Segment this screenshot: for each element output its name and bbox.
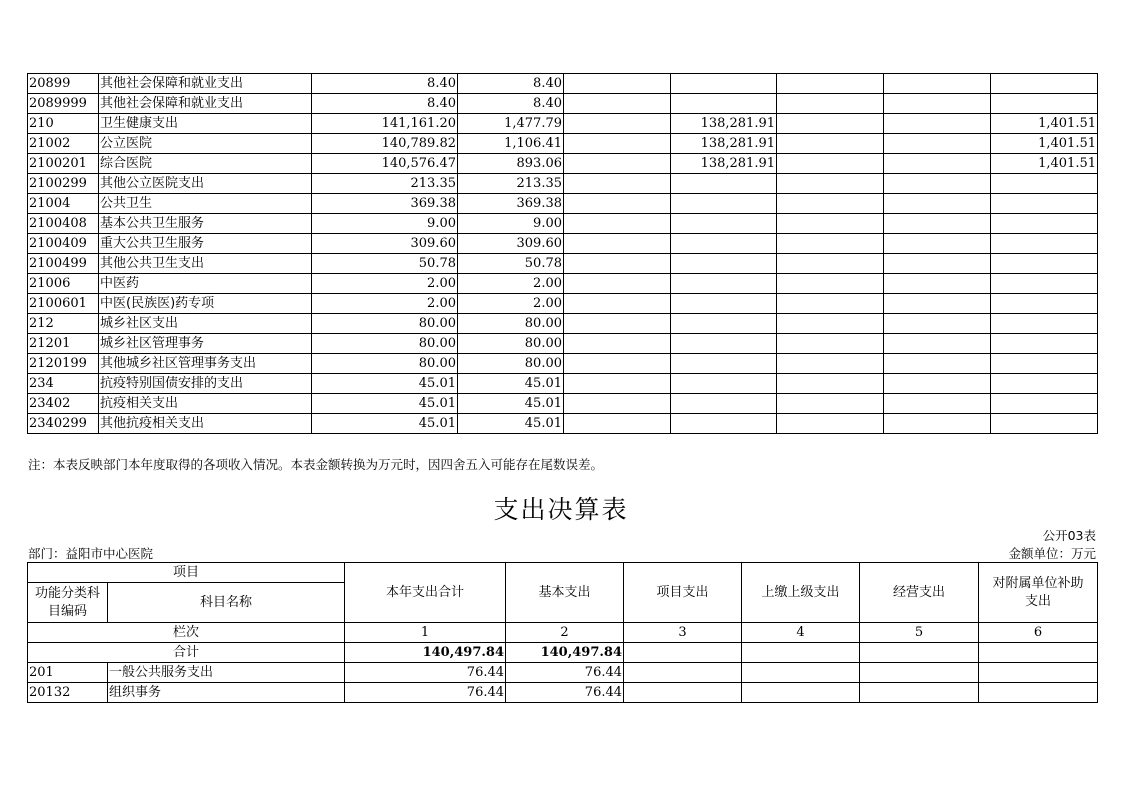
- amount-col-3: [564, 314, 671, 334]
- subject-name: 城乡社区管理事务: [99, 334, 312, 354]
- amount-col-3: [564, 214, 671, 234]
- subject-code: 234: [28, 374, 99, 394]
- table-row: [28, 354, 1098, 374]
- amount-col-3: [564, 134, 671, 154]
- subject-name: 重大公共卫生服务: [99, 234, 312, 254]
- amount-col-2: 2.00: [458, 274, 564, 294]
- table-row: [28, 254, 1098, 274]
- amount-col-6: [884, 234, 991, 254]
- amount-col-6: [884, 374, 991, 394]
- column-index-label: 栏次: [28, 623, 345, 643]
- subject-name: 综合医院: [99, 154, 312, 174]
- total-amount: 76.44: [345, 663, 506, 683]
- header-project: 项目支出: [624, 563, 742, 623]
- subject-name: 中医药: [99, 274, 312, 294]
- amount-col-3: [564, 154, 671, 174]
- amount-col-6: [884, 154, 991, 174]
- amount-col-1: 309.60: [312, 234, 458, 254]
- header-subject-name: 科目名称: [108, 583, 345, 623]
- amount-col-5: [777, 134, 884, 154]
- amount-col-4: [671, 354, 777, 374]
- amount-col-5: [777, 394, 884, 414]
- basic-amount: 76.44: [506, 683, 624, 703]
- table-row: [28, 414, 1098, 434]
- subject-code: 2100299: [28, 174, 99, 194]
- amount-col-6: [884, 314, 991, 334]
- amount-col-3: [564, 394, 671, 414]
- amount-col-5: [777, 214, 884, 234]
- subject-code: 2100408: [28, 214, 99, 234]
- amount-col-1: 213.35: [312, 174, 458, 194]
- total-row: [28, 643, 1098, 663]
- table-row: [28, 374, 1098, 394]
- amount-col-1: 80.00: [312, 314, 458, 334]
- amount-col-7: 1,401.51: [991, 154, 1098, 174]
- amount-col-3: [564, 254, 671, 274]
- subject-code: 201: [28, 663, 108, 683]
- amount-col-2: 45.01: [458, 414, 564, 434]
- amount-col-6: [884, 334, 991, 354]
- amount-col-5: [777, 354, 884, 374]
- amount-col-7: 1,401.51: [991, 134, 1098, 154]
- table-row: [28, 154, 1098, 174]
- amount-col-3: [564, 334, 671, 354]
- amount-col-5: [777, 194, 884, 214]
- subject-code: 2100409: [28, 234, 99, 254]
- amount-col-1: 9.00: [312, 214, 458, 234]
- amount-col-2: 213.35: [458, 174, 564, 194]
- amount-col-7: [991, 194, 1098, 214]
- header-upper: 上缴上级支出: [742, 563, 860, 623]
- table-row: [28, 214, 1098, 234]
- amount-col-6: [884, 294, 991, 314]
- subject-name: 其他城乡社区管理事务支出: [99, 354, 312, 374]
- table-row: [28, 134, 1098, 154]
- amount-col-2: 50.78: [458, 254, 564, 274]
- amount-col-7: [991, 294, 1098, 314]
- column-index: 6: [979, 623, 1098, 643]
- subject-name: 基本公共卫生服务: [99, 214, 312, 234]
- subject-name: 公立医院: [99, 134, 312, 154]
- subject-name: 城乡社区支出: [99, 314, 312, 334]
- amount-col-1: 8.40: [312, 94, 458, 114]
- amount-col-3: [564, 354, 671, 374]
- amount-col-3: [564, 94, 671, 114]
- amount-col-5: [777, 254, 884, 274]
- amount-col-1: 45.01: [312, 394, 458, 414]
- header-subsidiary: 对附属单位补助支出: [979, 563, 1098, 623]
- subject-name: 卫生健康支出: [99, 114, 312, 134]
- subject-name: 抗疫特别国债安排的支出: [99, 374, 312, 394]
- subject-code: 20899: [28, 74, 99, 94]
- header-total: 本年支出合计: [345, 563, 506, 623]
- amount-col-5: [777, 414, 884, 434]
- amount-col-2: 45.01: [458, 394, 564, 414]
- subject-name: 组织事务: [108, 683, 345, 703]
- amount-col-6: [884, 414, 991, 434]
- subject-code: 2100201: [28, 154, 99, 174]
- amount-col-1: 45.01: [312, 374, 458, 394]
- amount-col-1: 8.40: [312, 74, 458, 94]
- amount-col-7: [991, 94, 1098, 114]
- form-code: 公开03表: [1042, 528, 1096, 543]
- amount-col-3: [564, 74, 671, 94]
- subject-code: 2120199: [28, 354, 99, 374]
- amount-col-3: [564, 194, 671, 214]
- amount-col-2: 80.00: [458, 314, 564, 334]
- amount-col-5: [777, 94, 884, 114]
- amount-col-2: 1,477.79: [458, 114, 564, 134]
- table-row: [28, 274, 1098, 294]
- expense-table: [27, 562, 1098, 703]
- amount-col-7: [991, 174, 1098, 194]
- amount-col-1: 140,789.82: [312, 134, 458, 154]
- amount-col-4: [671, 214, 777, 234]
- amount-col-6: [884, 394, 991, 414]
- column-index: 3: [624, 623, 742, 643]
- amount-col-2: 309.60: [458, 234, 564, 254]
- amount-col-6: [884, 114, 991, 134]
- amount-col-5: [777, 314, 884, 334]
- column-index: 2: [506, 623, 624, 643]
- basic-amount: 140,497.84: [506, 643, 624, 663]
- amount-col-1: 80.00: [312, 334, 458, 354]
- income-detail-body: [28, 74, 1098, 434]
- amount-col-3: [564, 414, 671, 434]
- amount-col-2: 2.00: [458, 294, 564, 314]
- amount-col-2: 893.06: [458, 154, 564, 174]
- total-amount: 140,497.84: [345, 643, 506, 663]
- subject-name: 其他公立医院支出: [99, 174, 312, 194]
- amount-col-4: [671, 334, 777, 354]
- amount-col-5: [777, 294, 884, 314]
- amount-col-4: [671, 294, 777, 314]
- column-index-row: [28, 623, 1098, 643]
- amount-col-1: 45.01: [312, 414, 458, 434]
- subject-name: 抗疫相关支出: [99, 394, 312, 414]
- column-index: 1: [345, 623, 506, 643]
- amount-col-2: 8.40: [458, 94, 564, 114]
- amount-col-4: [671, 274, 777, 294]
- subject-code: 21004: [28, 194, 99, 214]
- amount-col-4: [671, 94, 777, 114]
- amount-col-2: 80.00: [458, 334, 564, 354]
- amount-col-1: 369.38: [312, 194, 458, 214]
- amount-col-5: [777, 234, 884, 254]
- amount-col-4: 138,281.91: [671, 114, 777, 134]
- amount-col-3: [564, 294, 671, 314]
- amount-col-6: [884, 274, 991, 294]
- table-row: [28, 334, 1098, 354]
- amount-col-6: [884, 134, 991, 154]
- amount-col-3: [564, 374, 671, 394]
- table-row: [28, 74, 1098, 94]
- amount-col-1: 80.00: [312, 354, 458, 374]
- amount-col-4: [671, 234, 777, 254]
- amount-col-4: [671, 254, 777, 274]
- amount-col-6: [884, 194, 991, 214]
- amount-col-5: [777, 114, 884, 134]
- amount-col-4: [671, 414, 777, 434]
- amount-col-2: 45.01: [458, 374, 564, 394]
- table-row: [28, 114, 1098, 134]
- subject-code: 21201: [28, 334, 99, 354]
- amount-col-7: [991, 314, 1098, 334]
- amount-col-6: [884, 94, 991, 114]
- amount-col-1: 50.78: [312, 254, 458, 274]
- header-item: 项目: [28, 563, 345, 583]
- amount-col-5: [777, 374, 884, 394]
- table-row: [28, 174, 1098, 194]
- amount-col-5: [777, 274, 884, 294]
- amount-col-4: 138,281.91: [671, 154, 777, 174]
- amount-col-4: [671, 314, 777, 334]
- amount-col-5: [777, 334, 884, 354]
- amount-col-3: [564, 274, 671, 294]
- amount-col-3: [564, 114, 671, 134]
- amount-col-7: [991, 354, 1098, 374]
- table-row: [28, 314, 1098, 334]
- amount-col-1: 140,576.47: [312, 154, 458, 174]
- subject-code: 2100601: [28, 294, 99, 314]
- subject-code: 21002: [28, 134, 99, 154]
- subject-code: 2089999: [28, 94, 99, 114]
- header-business: 经营支出: [860, 563, 979, 623]
- table-note: 注：本表反映部门本年度取得的各项收入情况。本表金额转换为万元时，因四舍五入可能存在尾数误差。: [28, 457, 604, 472]
- amount-col-2: 80.00: [458, 354, 564, 374]
- amount-col-2: 1,106.41: [458, 134, 564, 154]
- amount-col-2: 369.38: [458, 194, 564, 214]
- header-basic: 基本支出: [506, 563, 624, 623]
- amount-col-7: [991, 214, 1098, 234]
- amount-col-4: 138,281.91: [671, 134, 777, 154]
- amount-col-6: [884, 74, 991, 94]
- table-row: [28, 234, 1098, 254]
- subject-code: 2100499: [28, 254, 99, 274]
- subject-name: 其他公共卫生支出: [99, 254, 312, 274]
- table-row: [28, 294, 1098, 314]
- amount-col-7: [991, 374, 1098, 394]
- amount-col-6: [884, 214, 991, 234]
- amount-col-7: [991, 254, 1098, 274]
- amount-col-7: [991, 414, 1098, 434]
- amount-col-4: [671, 374, 777, 394]
- table-row: [28, 194, 1098, 214]
- unit-label: 金额单位：万元: [1008, 546, 1096, 561]
- amount-col-5: [777, 154, 884, 174]
- subject-code: 212: [28, 314, 99, 334]
- table-row: [28, 394, 1098, 414]
- amount-col-4: [671, 174, 777, 194]
- amount-col-7: [991, 274, 1098, 294]
- amount-col-1: 2.00: [312, 274, 458, 294]
- subject-code: 23402: [28, 394, 99, 414]
- subject-name: 其他抗疫相关支出: [99, 414, 312, 434]
- amount-col-5: [777, 174, 884, 194]
- subject-name: 一般公共服务支出: [108, 663, 345, 683]
- table-row: [28, 663, 1098, 683]
- total-label: 合计: [28, 643, 345, 663]
- amount-col-3: [564, 234, 671, 254]
- column-index: 5: [860, 623, 979, 643]
- department-label: 部门：益阳市中心医院: [28, 546, 154, 561]
- page-title: 支出决算表: [493, 495, 629, 524]
- amount-col-7: [991, 74, 1098, 94]
- amount-col-7: 1,401.51: [991, 114, 1098, 134]
- amount-col-7: [991, 234, 1098, 254]
- amount-col-4: [671, 194, 777, 214]
- amount-col-4: [671, 74, 777, 94]
- table-row: [28, 94, 1098, 114]
- subject-name: 公共卫生: [99, 194, 312, 214]
- subject-code: 21006: [28, 274, 99, 294]
- amount-col-7: [991, 334, 1098, 354]
- amount-col-6: [884, 254, 991, 274]
- basic-amount: 76.44: [506, 663, 624, 683]
- amount-col-1: 2.00: [312, 294, 458, 314]
- amount-col-4: [671, 394, 777, 414]
- amount-col-3: [564, 174, 671, 194]
- table-row: [28, 683, 1098, 703]
- subject-name: 中医(民族医)药专项: [99, 294, 312, 314]
- amount-col-2: 8.40: [458, 74, 564, 94]
- header-func-code: 功能分类科目编码: [28, 583, 108, 623]
- subject-name: 其他社会保障和就业支出: [99, 74, 312, 94]
- column-index: 4: [742, 623, 860, 643]
- amount-col-6: [884, 354, 991, 374]
- subject-code: 20132: [28, 683, 108, 703]
- total-amount: 76.44: [345, 683, 506, 703]
- amount-col-2: 9.00: [458, 214, 564, 234]
- income-detail-table: [27, 73, 1098, 434]
- subject-code: 2340299: [28, 414, 99, 434]
- amount-col-5: [777, 74, 884, 94]
- amount-col-1: 141,161.20: [312, 114, 458, 134]
- amount-col-7: [991, 394, 1098, 414]
- amount-col-6: [884, 174, 991, 194]
- subject-name: 其他社会保障和就业支出: [99, 94, 312, 114]
- subject-code: 210: [28, 114, 99, 134]
